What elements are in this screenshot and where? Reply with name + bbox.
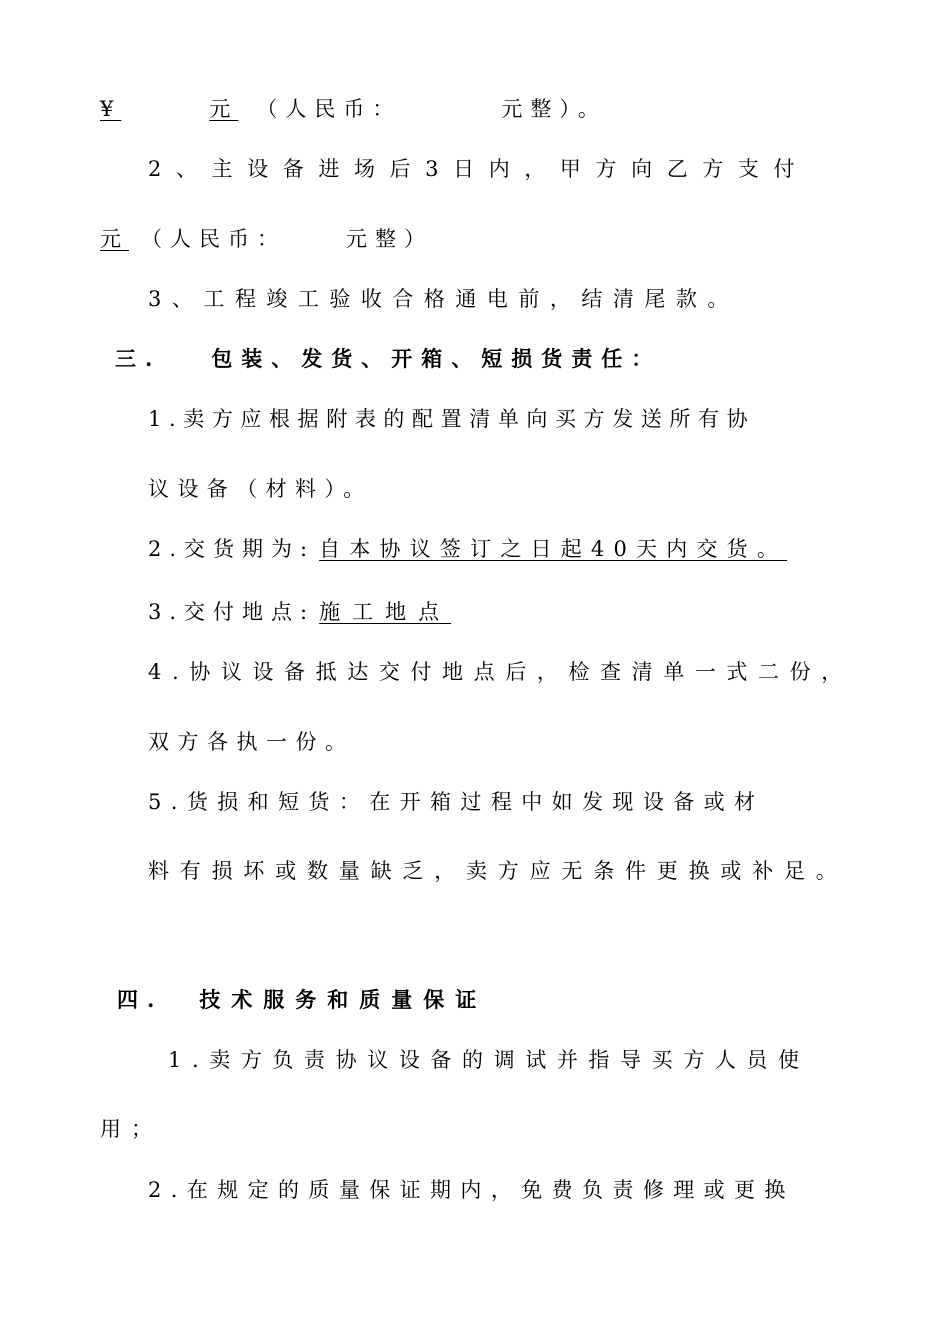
payment-line-1: ¥ 元 （人民币： 元整）。 — [100, 97, 607, 121]
clause-3-1-line-a: 1.卖方应根据附表的配置清单向买方发送所有协 — [148, 407, 756, 431]
delivery-place-value: 施工地点 — [319, 600, 452, 624]
clause-3-1-line-b: 议设备（材料）。 — [148, 477, 373, 501]
clause-3-4-line-b: 双方各执一份。 — [148, 730, 355, 754]
clause-3-5-line-b: 料有损坏或数量缺乏，卖方应无条件更换或补足。 — [148, 859, 848, 883]
section-3-heading: 三. 包装、发货、开箱、短损货责任： — [115, 346, 662, 371]
clause-4-1-line-a: 1.卖方负责协议设备的调试并指导买方人员使 — [168, 1048, 810, 1072]
clause-4-1-line-b: 用； — [100, 1117, 162, 1141]
amount-blank-yuan: 元 — [100, 227, 129, 251]
clause-3-4-line-a: 4.协议设备抵达交付地点后，检查清单一式二份， — [148, 660, 853, 684]
section-4-heading: 四. 技术服务和质量保证 — [117, 987, 488, 1012]
payment-clause-3: 3、工程竣工验收合格通电前，结清尾款。 — [148, 287, 739, 311]
delivery-period-value: 自本协议签订之日起40天内交货。 — [319, 537, 788, 561]
payment-line-3: 元 （人民币： 元整） — [100, 227, 433, 251]
payment-clause-2: 2、主设备进场后3日内，甲方向乙方支付 — [148, 157, 810, 181]
clause-3-5-line-a: 5.货损和短货：在开箱过程中如发现设备或材 — [148, 790, 765, 814]
clause-3-2: 2.交货期为: 自本协议签订之日起40天内交货。 — [148, 535, 795, 563]
amount-blank-yen: ¥ 元 — [100, 97, 239, 121]
clause-3-3: 3.交付地点: 施工地点 — [148, 598, 465, 626]
clause-4-2: 2.在规定的质量保证期内，免费负责修理或更换 — [148, 1178, 795, 1202]
